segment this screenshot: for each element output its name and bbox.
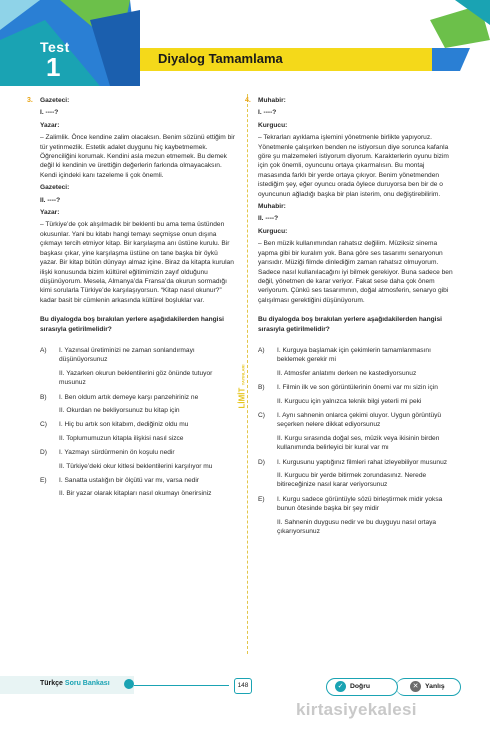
option-line-2: II. Okurdan ne bekliyorsunuz bu kitap için	[59, 406, 180, 414]
option-b[interactable]	[40, 393, 236, 416]
publisher-side-label: LİMİT YAYINLARI	[237, 364, 247, 409]
speaker-label: Yazar:	[40, 121, 60, 129]
option-label: A)	[258, 346, 265, 354]
dialog-paragraph: – Ben müzik kullanımından rahatsız değilim. Müziksiz sinema yapma gibi bir kuralım yok. Bana göre ses tasarımı senaryonun yarısıdır. Müziği filmde dinlediğim zaman rahatsız olmuyorum. Sadece nasıl kullanılacağını iyi bilmek gerekiyor. Buna sadece ben değil, yönetmen de karar veriyor. Fakat sese daha çok önem veriyorum. Çünkü ses tasarımının, doğal atmosferin, senaryo gibi çalışılması gerektiğini düşünüyorum.	[258, 240, 453, 304]
speaker-label: Muhabir:	[258, 97, 286, 104]
option-c[interactable]	[40, 420, 236, 443]
option-label: E)	[258, 495, 265, 503]
option-label: B)	[40, 393, 47, 401]
option-line-1: I. Filmin ilk ve son görüntülerinin önemi var mı sizin için	[277, 384, 438, 392]
question-prompt: Bu diyalogda boş bırakılan yerlere aşağıdakilerden hangisi sırasıyla getirilmelidir?	[40, 316, 224, 333]
cross-icon: ✕	[410, 681, 421, 692]
dialog-paragraph: – Türkiye’de çok alışılmadık bir beklenti bu ama tema üstünden okusunlar. Yani bu kitabı hangi temayı seçmişse onun dışına çıkmayı tercih etmiyor kitap. Bir karşılaşma anı üstüne kurulu. Bir başkası çıkar, yine karşılaşma üstüne on tane başka bir öykü yazar. Bir kitap bütün dünyayı almaz içine. Biraz da kitapta kurulan ilişki konusunda bizim kültürel eğitimimizin zayıf olduğunu düşünüyorum. Mesela, Almanya’da Fransa’da okurun sormadığı kimi sorularla Türkiye’de karşılaşıyorsun. “Kitap nasıl okunur?” kadar basit bir cümlenin arkasında kültürel boşluklar var.	[40, 221, 234, 304]
option-d[interactable]	[40, 448, 236, 471]
option-line-1: I. Kurguya başlamak için çekimlerin tamamlanmasını beklemek gerekir mi	[277, 346, 431, 364]
option-c[interactable]	[258, 411, 454, 453]
speaker-label: Muhabir:	[258, 203, 286, 211]
dialog-paragraph: – Tekrarları ayıklama işlemini yönetmenle birlikte yapıyoruz. Yönetmenle çalışırken benden ne istiyorsun diye soruncа kafanla göre şu malzemeleri istiyorum diyorum. Karakterlerin oyunu bizim için çok önemli, oyuncunu ortaya çıkarmalısın. Bu montaj masasında farklı bir yerde ortaya çıkıyor. Benim yönetmenden istediğim şey, eğer oyuncu orada öylece duruyorsa ben bir de o oyuncunun ağladığı başka bir plan isterim, onu değiştirebilirim.	[258, 134, 449, 198]
page-header	[0, 0, 490, 86]
chevron-right-icon	[124, 679, 134, 689]
option-line-2: II. Kurgucu bir yerde bitirmek zorundasınız. Nerede bitireceğinize nasıl karar veriyorsunuz	[277, 472, 427, 489]
publisher-side-mark	[238, 360, 258, 420]
question-3	[27, 96, 236, 504]
option-label: C)	[258, 411, 265, 419]
option-line-1: I. Ben oldum artık demeye karşı panzehiriniz ne	[59, 393, 199, 401]
question-prompt: Bu diyalogda boş bırakılan yerlere aşağıdakilerden hangisi sırasıyla getirilmelidir?	[258, 316, 442, 333]
blank-line: II. ----?	[258, 215, 279, 223]
speaker-label: Kurgucu:	[258, 121, 288, 129]
blank-line: I. ----?	[258, 109, 277, 117]
footer-divider	[134, 685, 229, 686]
speaker-label: Gazeteci:	[40, 97, 70, 104]
wrong-label: Yanlış	[425, 683, 445, 690]
option-line-2: II. Yazarken okurun beklentilerini göz önünde tutuyor musunuz	[59, 369, 213, 387]
check-icon: ✓	[335, 681, 346, 692]
question-number: 4.	[245, 97, 251, 104]
option-e[interactable]	[258, 495, 454, 537]
correct-label: Doğru	[350, 683, 371, 690]
blank-line: II. ----?	[40, 196, 61, 204]
option-label: E)	[40, 477, 47, 484]
option-b[interactable]	[258, 383, 454, 406]
question-number: 3.	[27, 97, 33, 104]
option-label: D)	[258, 458, 265, 466]
option-line-1: I. Yazınsal üretiminizi ne zaman sonlandırmayı düşünüyorsunuz	[59, 346, 195, 364]
option-line-2: II. Kurgu sırasında doğal ses, müzik veya ikisinin birden kullanımında belirleyici bir kural var mı	[277, 434, 440, 452]
option-a[interactable]	[40, 346, 236, 388]
option-line-2: II. Türkiye’deki okur kitlesi beklentilerini karşılıyor mu	[59, 462, 213, 470]
watermark: kirtasiyekalesi	[296, 700, 417, 719]
option-line-2: II. Kurgucu için yalnızca teknik bilgi yeterli mi peki	[277, 397, 422, 405]
option-line-1: I. Kurgusunu yaptığınız filmleri rahat izleyebiliyor musunuz	[277, 458, 448, 466]
option-line-2: II. Bir yazar olarak kitapları nasıl okumayı önerirsiniz	[59, 490, 212, 498]
dialog-text	[40, 96, 236, 305]
option-line-1: I. Kurgu sadece görüntüyle sözü birleştirmek midir yoksa bunun ötesinde başka bir şey midir	[277, 495, 443, 513]
option-line-2: II. Sahnenin duygusu nedir ve bu duyguyu nasıl ortaya çıkarıyorsunuz	[277, 518, 437, 536]
option-line-2: II. Atmosfer anlatımı derken ne kastediyorsunuz	[277, 369, 417, 377]
speaker-label: Kurgucu:	[258, 227, 288, 235]
option-label: C)	[40, 421, 47, 429]
option-label: B)	[258, 384, 265, 392]
speaker-label: Yazar:	[40, 209, 60, 217]
page-number: 148	[234, 678, 252, 694]
option-label: D)	[40, 449, 47, 457]
page-title: Diyalog Tamamlama	[158, 51, 283, 66]
option-line-1: I. Hiç bu artık son kitabım, dediğiniz oldu mu	[59, 421, 189, 429]
speaker-label: Gazeteci:	[40, 184, 70, 192]
option-a[interactable]	[258, 346, 454, 378]
option-d[interactable]	[258, 458, 454, 490]
blank-line: I. ----?	[40, 109, 59, 117]
dialog-paragraph: – Zalimlik. Önce kendine zalim olacaksın. Benim sözünü ettiğim bir tür yetinmezlik. Estetik adalet duygunu hiç kaybetmemek. Öğrenciliğini korumak. Kendini asla mezun etmemek. Bu demek değil ki kendinin ve ürettiğin değerlerin farkında olmayacaksın. Kendi içindeki kanı tazeleme li çok önemli.	[40, 134, 235, 179]
option-e[interactable]	[40, 476, 236, 499]
book-title: Türkçe Soru Bankası	[40, 680, 110, 687]
option-label: A)	[40, 346, 47, 354]
header-decoration	[0, 0, 490, 86]
test-label: Test	[40, 39, 70, 55]
question-4	[245, 96, 454, 541]
test-number: 1	[46, 52, 61, 82]
option-line-1: I. Yazmayı sürdürmenin ön koşulu nedir	[59, 449, 175, 457]
dialog-text	[258, 96, 454, 305]
option-line-1: I. Sanatta ustalığın bir ölçütü var mı, varsa nedir	[59, 477, 200, 484]
option-line-1: I. Aynı sahnenin onlarca çekimi oluyor. Uygun görüntüyü seçerken nelere dikkat ediyorsunuz	[277, 411, 442, 429]
option-line-2: II. Toplumumuzun kitapla ilişkisi nasıl sizce	[59, 434, 184, 442]
